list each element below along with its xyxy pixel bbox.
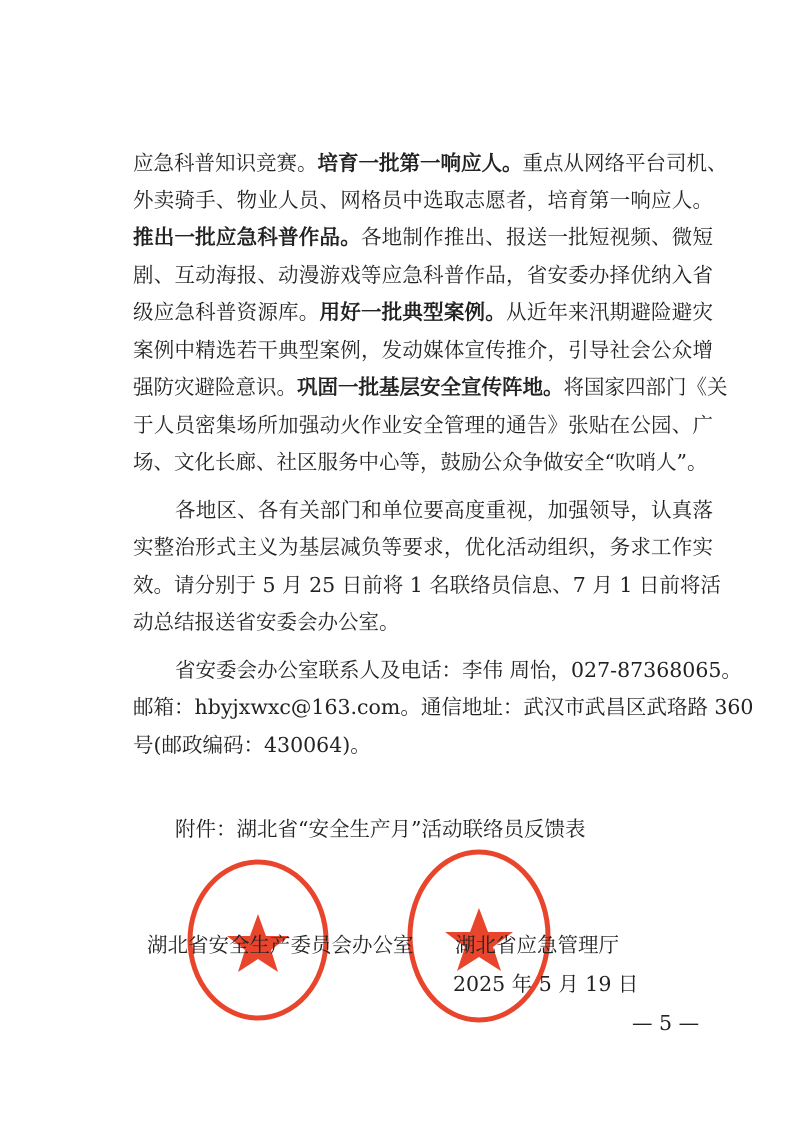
- text-segment: 案例中精选若干典型案例，发动媒体宣传推介，引导社会公众增: [133, 338, 713, 362]
- text-segment: 各地制作推出、报送一批短视频、微短: [360, 225, 714, 249]
- text-line: [133, 375, 728, 399]
- text-segment: 实整治形式主义为基层减负等要求，优化活动组织，务求工作实: [133, 535, 713, 559]
- text-segment: 应急科普知识竞赛。: [133, 151, 318, 175]
- text-line: [175, 498, 713, 522]
- text-segment: 外卖骑手、物业人员、网格员中选取志愿者，培育第一响应人。: [133, 188, 713, 212]
- text-segment: 从近年来汛期避险避灾: [506, 300, 713, 324]
- text-line: [133, 300, 713, 324]
- text-segment: 重点从网络平台司机、: [522, 151, 728, 175]
- text-segment: 将国家四部门《关: [563, 375, 728, 399]
- text-line: [133, 338, 713, 362]
- bold-heading-phrase: 巩固一批基层安全宣传阵地。: [297, 375, 564, 399]
- text-segment: 号(邮政编码：430064)。: [133, 733, 371, 757]
- bold-heading-phrase: 推出一批应急科普作品。: [133, 225, 361, 249]
- page-number: — 5 —: [632, 1011, 700, 1035]
- text-segment: 强防灾避险意识。: [133, 375, 297, 399]
- text-line: [133, 413, 713, 437]
- text-segment: 于人员密集场所加强动火作业安全管理的通告》张贴在公园、广: [133, 413, 713, 437]
- text-line: [133, 535, 713, 559]
- bold-heading-phrase: 培育一批第一响应人。: [317, 151, 523, 175]
- text-segment: 效。请分别于 5 月 25 日前将 1 名联络员信息、7 月 1 日前将活: [133, 573, 721, 597]
- text-segment: 场、文化长廊、社区服务中心等，鼓励公众争做安全“吹哨人”。: [133, 450, 708, 474]
- text-line: [133, 225, 713, 249]
- text-segment: 邮箱：hbyjxwxc@163.com。通信地址：武汉市武昌区武珞路 360: [133, 695, 754, 719]
- signature-date: 2025 年 5 月 19 日: [453, 972, 639, 996]
- text-line: [133, 263, 713, 287]
- text-line: [133, 695, 754, 719]
- attachment-note: 附件：湖北省“安全生产月”活动联络员反馈表: [175, 817, 586, 841]
- text-line: [133, 610, 713, 634]
- text-segment: 剧、互动海报、动漫游戏等应急科普作品，省安委办择优纳入省: [133, 263, 713, 287]
- signature-right-org: 湖北省应急管理厅: [455, 933, 619, 957]
- text-line: [133, 450, 713, 474]
- bold-heading-phrase: 用好一批典型案例。: [319, 300, 506, 324]
- text-line: [175, 658, 742, 682]
- text-line: [133, 188, 713, 212]
- text-line: [133, 733, 713, 757]
- text-segment: 动总结报送省安委会办公室。: [133, 610, 400, 634]
- text-segment: 各地区、各有关部门和单位要高度重视，加强领导，认真落: [175, 498, 713, 522]
- text-line: [133, 573, 721, 597]
- text-line: [133, 151, 728, 175]
- text-segment: 省安委会办公室联系人及电话：李伟 周怡，027-87368065。: [175, 658, 742, 682]
- signature-left-org: 湖北省安全生产委员会办公室: [147, 933, 414, 957]
- text-segment: 级应急科普资源库。: [133, 300, 320, 324]
